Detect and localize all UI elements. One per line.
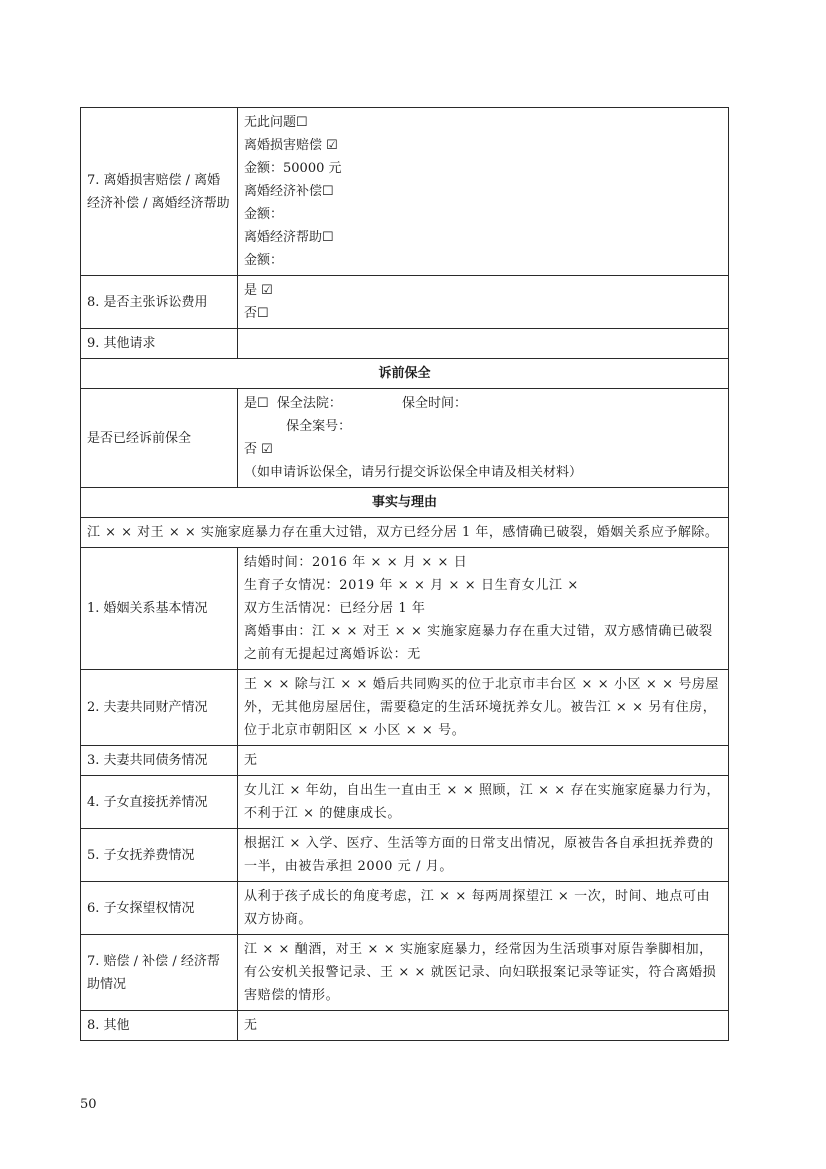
preservation-yes: 是☐: [244, 396, 269, 411]
compensation-line: 无此问题☐: [244, 115, 308, 130]
compensation-line: 金额：: [244, 253, 284, 268]
facts-summary: 江 × × 对王 × × 实施家庭暴力存在重大过错，双方已经分居 1 年，感情确已破裂，婚姻关系应予解除。: [81, 518, 729, 548]
marriage-basic-label: 1. 婚姻关系基本情况: [81, 548, 238, 670]
joint-property-value: 王 × × 除与江 × × 婚后共同购买的位于北京市丰台区 × × 小区 × × 号房屋外，无其他房屋居住，需要稳定的生活环境抚养女儿。被告江 × × 另有住房，位于北京市朝阳区 × 小区 × × 号。: [238, 670, 729, 746]
joint-debt-value: 无: [238, 746, 729, 776]
damages-value: 江 × × 酗酒，对王 × × 实施家庭暴力，经常因为生活琐事对原告拳脚相加，有公安机关报警记录、王 × × 就医记录、向妇联报案记录等证实，符合离婚损害赔偿的情形。: [238, 935, 729, 1011]
compensation-line: 金额：50000 元: [244, 161, 342, 176]
preservation-label: 是否已经诉前保全: [81, 389, 238, 488]
preservation-time: 保全时间：: [401, 396, 467, 411]
table-row: [81, 882, 729, 935]
table-row: [81, 829, 729, 882]
preservation-court: 保全法院：: [276, 396, 342, 411]
pre-suit-heading-row: [81, 359, 729, 389]
compensation-line: 离婚损害赔偿 ☑: [244, 138, 338, 153]
preservation-row: [81, 389, 729, 488]
table-row: [81, 935, 729, 1011]
joint-property-label: 2. 夫妻共同财产情况: [81, 670, 238, 746]
compensation-value: [238, 108, 729, 276]
complaint-form-table: [80, 107, 729, 1041]
compensation-line: 离婚经济帮助☐: [244, 230, 334, 245]
visitation-label: 6. 子女探望权情况: [81, 882, 238, 935]
child-support-label: 5. 子女抚养费情况: [81, 829, 238, 882]
page-number: 50: [80, 1097, 97, 1112]
compensation-line: 离婚经济补偿☐: [244, 184, 334, 199]
litigation-fees-no: 否☐: [244, 306, 269, 321]
litigation-fees-yes: 是 ☑: [244, 283, 273, 298]
litigation-fees-value: [238, 276, 729, 329]
marriage-basic-value: [238, 548, 729, 670]
other-requests-value: [238, 329, 729, 359]
litigation-fees-row: [81, 276, 729, 329]
other-requests-label: 9. 其他请求: [81, 329, 238, 359]
table-row: [81, 746, 729, 776]
custody-value: 女儿江 × 年幼，自出生一直由王 × × 照顾，江 × × 存在实施家庭暴力行为，不利于江 × 的健康成长。: [238, 776, 729, 829]
pre-suit-heading: 诉前保全: [81, 359, 729, 389]
table-row: [81, 776, 729, 829]
litigation-fees-label: 8. 是否主张诉讼费用: [81, 276, 238, 329]
compensation-label: 7. 离婚损害赔偿 / 离婚经济补偿 / 离婚经济帮助: [81, 108, 238, 276]
facts-heading: 事实与理由: [81, 488, 729, 518]
facts-summary-row: [81, 518, 729, 548]
table-row: [81, 670, 729, 746]
child-support-value: 根据江 × 入学、医疗、生活等方面的日常支出情况，原被告各自承担抚养费的一半，由被告承担 2000 元 / 月。: [238, 829, 729, 882]
table-row: [81, 548, 729, 670]
living-status: 双方生活情况：已经分居 1 年: [244, 601, 426, 616]
table-row: [81, 1011, 729, 1041]
compensation-line: 金额：: [244, 207, 284, 222]
facts-heading-row: [81, 488, 729, 518]
preservation-no: 否 ☑: [244, 442, 273, 457]
preservation-note: （如申请诉讼保全，请另行提交诉讼保全申请及相关材料）: [244, 465, 583, 480]
damages-label: 7. 赔偿 / 补偿 / 经济帮助情况: [81, 935, 238, 1011]
other-label: 8. 其他: [81, 1011, 238, 1041]
visitation-value: 从利于孩子成长的角度考虑，江 × × 每两周探望江 × 一次，时间、地点可由双方协商。: [238, 882, 729, 935]
children-info: 生育子女情况：2019 年 × × 月 × × 日生育女儿江 ×: [244, 578, 579, 593]
custody-label: 4. 子女直接抚养情况: [81, 776, 238, 829]
divorce-reason: 离婚事由：江 × × 对王 × × 实施家庭暴力存在重大过错，双方感情确已破裂: [244, 624, 713, 639]
other-requests-row: [81, 329, 729, 359]
joint-debt-label: 3. 夫妻共同债务情况: [81, 746, 238, 776]
other-value: 无: [238, 1011, 729, 1041]
prior-suit: 之前有无提起过离婚诉讼：无: [244, 647, 421, 662]
compensation-row: [81, 108, 729, 276]
preservation-value: [238, 389, 729, 488]
preservation-case-no: 保全案号：: [286, 419, 352, 434]
marriage-date: 结婚时间：2016 年 × × 月 × × 日: [244, 555, 468, 570]
